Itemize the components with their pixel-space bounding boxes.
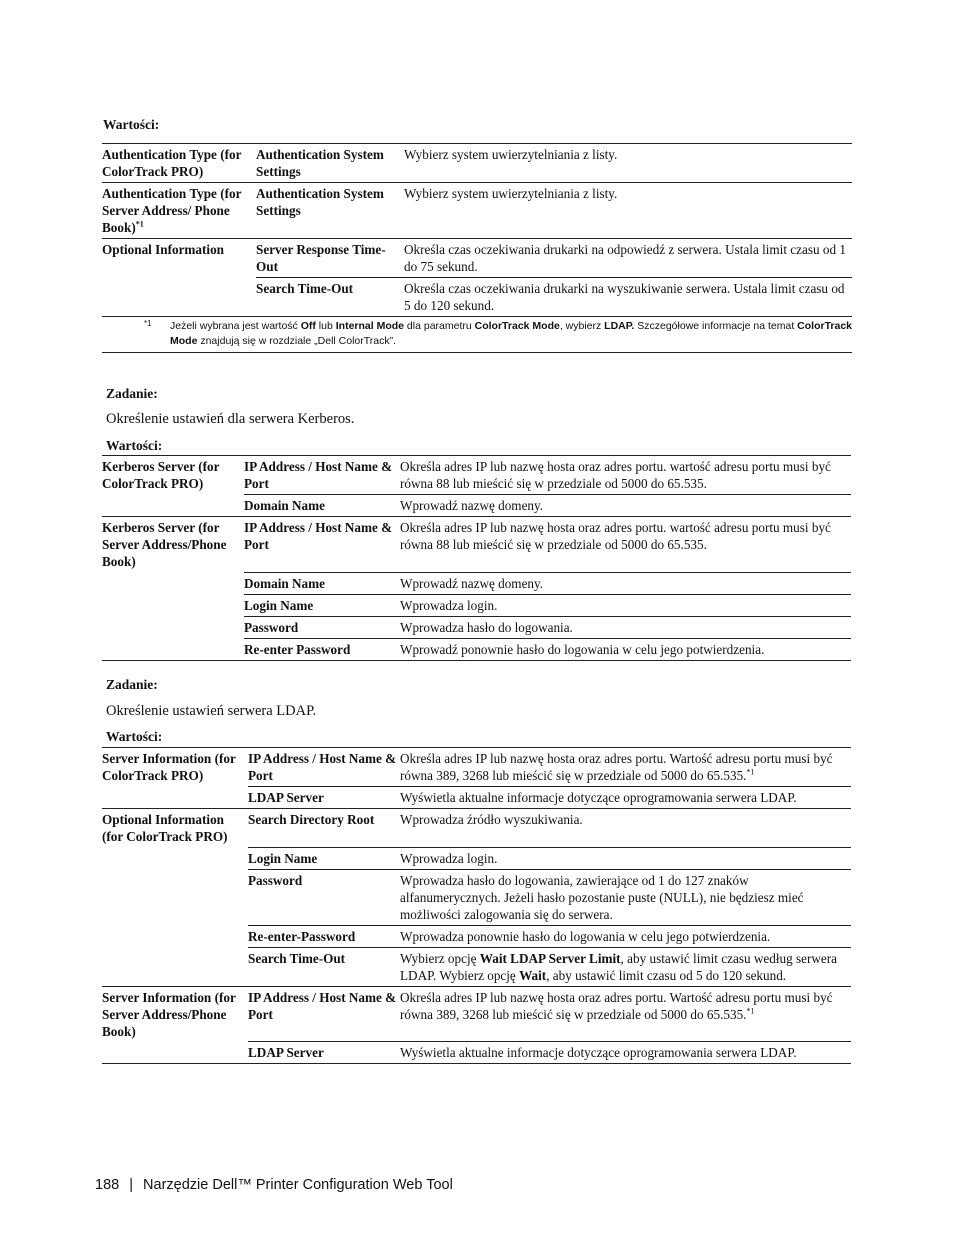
setting-group: Kerberos Server (for Server Address/Phone Book) — [102, 517, 244, 573]
table-row — [102, 495, 851, 517]
table-row — [102, 809, 851, 848]
footer-title: Narzędzie Dell™ Printer Configuration Web Tool — [143, 1177, 453, 1193]
setting-name: Server Response Time-Out — [256, 239, 402, 278]
setting-name: IP Address / Host Name & Port — [248, 748, 398, 787]
setting-group: Server Information (for Server Address/Phone Book) — [102, 986, 248, 1042]
setting-name: Search Time-Out — [256, 278, 402, 317]
setting-group — [102, 925, 248, 947]
values-label: Wartości: — [106, 729, 163, 744]
setting-description: Wybierz system uwierzytelniania z listy. — [402, 183, 852, 239]
task-label: Zadanie: — [106, 677, 158, 692]
setting-name: Authentication System Settings — [256, 144, 402, 183]
setting-name: Domain Name — [244, 495, 398, 517]
setting-name: Domain Name — [244, 572, 398, 594]
footnote-mark: *1 — [135, 219, 144, 229]
kerberos-table — [102, 455, 851, 661]
setting-description: Wprowadź nazwę domeny. — [398, 495, 851, 517]
setting-description: Wprowadź ponownie hasło do logowania w celu jego potwierdzenia. — [398, 638, 851, 660]
setting-description: Wprowadza login. — [398, 594, 851, 616]
setting-group-label: Authentication Type (for Server Address/ Phone Book) — [102, 186, 242, 235]
setting-group — [102, 616, 244, 638]
table-row — [102, 594, 851, 616]
setting-name: Re-enter-Password — [248, 925, 398, 947]
footnote-mark: *1 — [144, 319, 152, 328]
setting-description: Wyświetla aktualne informacje dotyczące oprogramowania serwera LDAP. — [398, 1042, 851, 1064]
setting-description: Wprowadź nazwę domeny. — [398, 572, 851, 594]
setting-group — [102, 947, 248, 986]
setting-description — [398, 986, 851, 1042]
setting-group — [102, 1042, 248, 1064]
description-text: , aby ustawić limit czasu według serwera LDAP. Wybierz opcję — [400, 950, 837, 983]
description-text: Określa adres IP lub nazwę hosta oraz adres portu. Wartość adresu portu musi być równa 389, 3268 lub mieścić się w przedziale od 5000 do 65.535. — [400, 751, 833, 783]
setting-group — [102, 183, 256, 239]
table-row — [102, 517, 851, 573]
setting-name: IP Address / Host Name & Port — [244, 456, 398, 495]
setting-group: Optional Information — [102, 239, 256, 278]
setting-description — [398, 748, 851, 787]
setting-description: Określa czas oczekiwania drukarki na wyszukiwanie serwera. Ustala limit czasu od 5 do 120 sekund. — [402, 278, 852, 317]
setting-group — [102, 847, 248, 869]
setting-name: Search Directory Root — [248, 809, 398, 848]
table-row — [102, 638, 851, 660]
footnote-bold: ColorTrack Mode — [474, 320, 560, 332]
table-row — [102, 847, 851, 869]
setting-description: Określa czas oczekiwania drukarki na odpowiedź z serwera. Ustala limit czasu od 1 do 75 sekund. — [402, 239, 852, 278]
setting-description: Wprowadza źródło wyszukiwania. — [398, 809, 851, 848]
table-row — [102, 278, 852, 317]
setting-description: Wybierz system uwierzytelniania z listy. — [402, 144, 852, 183]
description-text: , aby ustawić limit czasu od 5 do 120 sekund. — [546, 967, 787, 983]
footnote — [102, 317, 852, 353]
setting-name: Authentication System Settings — [256, 183, 402, 239]
setting-group: Authentication Type (for ColorTrack PRO) — [102, 144, 256, 183]
footnote-text: znajdują się w rozdziale „Dell ColorTrack”. — [197, 335, 397, 347]
table-row — [102, 616, 851, 638]
footer-separator: | — [129, 1177, 134, 1193]
setting-name: Password — [244, 616, 398, 638]
table-row — [102, 925, 851, 947]
setting-name: Password — [248, 869, 398, 925]
footnote-bold: ColorTrack Mode — [170, 320, 853, 347]
footnote-text: dla parametru — [404, 320, 475, 332]
values-label: Wartości: — [106, 438, 163, 453]
table-row — [102, 183, 852, 239]
setting-description: Wprowadza hasło do logowania, zawierające od 1 do 127 znaków alfanumerycznych. Jeżeli hasło pozostanie puste (NULL), nie będziesz mieć możliwości zalogowania się do serwera. — [398, 869, 851, 925]
setting-name: Login Name — [248, 847, 398, 869]
setting-group — [102, 638, 244, 660]
table-row — [102, 748, 851, 787]
table-row — [102, 144, 852, 183]
setting-description: Wprowadza ponownie hasło do logowania w celu jego potwierdzenia. — [398, 925, 851, 947]
setting-name: LDAP Server — [248, 787, 398, 809]
footnote-text: Szczegółowe informacje na temat — [634, 320, 798, 332]
footnote-text: lub — [315, 320, 336, 332]
table-row — [102, 986, 851, 1042]
task-description: Określenie ustawień serwera LDAP. — [106, 703, 317, 719]
option-name: Wait LDAP Server Limit — [479, 950, 621, 966]
footnote-bold: Off — [300, 320, 316, 332]
option-name: Wait — [519, 967, 547, 983]
setting-group: Server Information (for ColorTrack PRO) — [102, 748, 248, 787]
table-row — [102, 947, 851, 986]
table-row — [102, 869, 851, 925]
setting-group — [102, 869, 248, 925]
setting-name: Login Name — [244, 594, 398, 616]
setting-description: Określa adres IP lub nazwę hosta oraz adres portu. wartość adresu portu musi być równa 88 lub mieścić się w przedziale od 5000 do 65.535. — [398, 456, 851, 495]
table-row — [102, 1042, 851, 1064]
table-row — [102, 456, 851, 495]
setting-group — [102, 278, 256, 317]
footnote-mark: *1 — [746, 1006, 755, 1016]
description-text: Określa adres IP lub nazwę hosta oraz adres portu. Wartość adresu portu musi być równa 389, 3268 lub mieścić się w przedziale od 5000 do 65.535. — [400, 989, 833, 1022]
table-row — [102, 239, 852, 278]
footnote-bold: LDAP. — [604, 320, 635, 332]
setting-group — [102, 787, 248, 809]
setting-group: Optional Information (for ColorTrack PRO) — [102, 809, 248, 848]
setting-group — [102, 495, 244, 517]
task-description: Określenie ustawień dla serwera Kerberos. — [106, 411, 355, 427]
setting-name: Search Time-Out — [248, 947, 398, 986]
setting-name: LDAP Server — [248, 1042, 398, 1064]
ldap-table — [102, 747, 851, 1064]
setting-group — [102, 572, 244, 594]
table-row — [102, 572, 851, 594]
setting-description: Wprowadza hasło do logowania. — [398, 616, 851, 638]
setting-description — [398, 947, 851, 986]
setting-description: Określa adres IP lub nazwę hosta oraz adres portu. wartość adresu portu musi być równa 88 lub mieścić się w przedziale od 5000 do 65.535. — [398, 517, 851, 573]
table-row — [102, 787, 851, 809]
setting-name: Re-enter Password — [244, 638, 398, 660]
footnote-bold: Internal Mode — [335, 320, 405, 332]
footnote-text: , wybierz — [559, 320, 605, 332]
values-label: Wartości: — [103, 117, 160, 132]
setting-group: Kerberos Server (for ColorTrack PRO) — [102, 456, 244, 495]
page-number: 188 — [95, 1177, 120, 1193]
setting-description: Wprowadza login. — [398, 847, 851, 869]
footnote-text: Jeżeli wybrana jest wartość — [170, 320, 301, 332]
setting-group — [102, 594, 244, 616]
footnote-mark: *1 — [746, 767, 755, 777]
setting-description: Wyświetla aktualne informacje dotyczące oprogramowania serwera LDAP. — [398, 787, 851, 809]
footnote-row — [102, 317, 852, 353]
auth-settings-table — [102, 143, 852, 353]
task-label: Zadanie: — [106, 386, 158, 401]
page-footer — [95, 1177, 453, 1193]
description-text: Wybierz opcję — [400, 950, 480, 966]
setting-name: IP Address / Host Name & Port — [244, 517, 398, 573]
setting-name: IP Address / Host Name & Port — [248, 986, 398, 1042]
